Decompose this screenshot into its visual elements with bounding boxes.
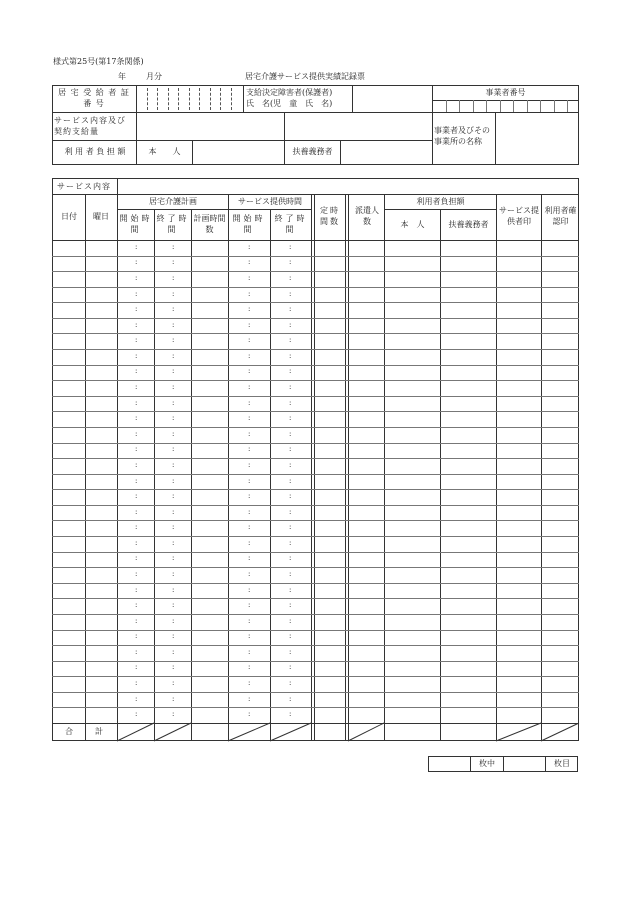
- actual-start-label: 開始時間: [232, 214, 266, 234]
- time-colon: :: [289, 258, 292, 267]
- time-colon: :: [248, 476, 251, 485]
- time-colon: :: [248, 320, 251, 329]
- time-colon: :: [172, 523, 175, 532]
- total-label: 合 計: [65, 726, 105, 736]
- time-colon: :: [289, 336, 292, 345]
- burden-header-label: 利用者負担額: [416, 196, 465, 206]
- form-title: 居宅介護サービス提供実績記録票: [245, 72, 365, 81]
- time-colon: :: [135, 258, 138, 267]
- time-colon: :: [289, 679, 292, 688]
- time-colon: :: [172, 647, 175, 656]
- time-colon: :: [289, 320, 292, 329]
- time-colon: :: [172, 663, 175, 672]
- time-colon: :: [135, 460, 138, 469]
- time-colon: :: [289, 601, 292, 610]
- time-colon: :: [248, 273, 251, 282]
- burden-supporter-label: 扶養義務者: [292, 147, 333, 157]
- time-colon: :: [289, 492, 292, 501]
- time-colon: :: [248, 367, 251, 376]
- provider-seal-label: サービス提供者印: [499, 206, 539, 226]
- time-colon: :: [135, 320, 138, 329]
- time-colon: :: [135, 289, 138, 298]
- time-colon: :: [135, 663, 138, 672]
- time-colon: :: [172, 336, 175, 345]
- time-colon: :: [135, 445, 138, 454]
- time-colon: :: [248, 492, 251, 501]
- time-colon: :: [248, 383, 251, 392]
- time-colon: :: [248, 710, 251, 719]
- plan-end-label: 終了時間: [156, 214, 190, 234]
- plan-label: 居宅介護計画: [149, 196, 197, 206]
- sheet-number-field[interactable]: [504, 757, 545, 771]
- burden-supporter-col-label: 扶養義務者: [448, 219, 489, 229]
- sheets-middle-label: 枚中: [479, 758, 495, 768]
- actual-end-label: 終了時間: [274, 214, 308, 234]
- time-colon: :: [289, 445, 292, 454]
- time-colon: :: [289, 523, 292, 532]
- time-colon: :: [248, 569, 251, 578]
- time-colon: :: [172, 476, 175, 485]
- time-colon: :: [172, 289, 175, 298]
- time-colon: :: [172, 320, 175, 329]
- time-colon: :: [172, 242, 175, 251]
- time-colon: :: [135, 632, 138, 641]
- time-colon: :: [172, 710, 175, 719]
- guardian-label-2: 氏 名(児 童 氏 名): [246, 99, 333, 108]
- time-colon: :: [135, 414, 138, 423]
- time-colon: :: [289, 351, 292, 360]
- time-colon: :: [135, 383, 138, 392]
- time-colon: :: [172, 554, 175, 563]
- burden-self-label: 本 人: [148, 147, 181, 157]
- month-label: 月分: [146, 72, 162, 81]
- time-colon: :: [172, 351, 175, 360]
- time-colon: :: [172, 632, 175, 641]
- time-colon: :: [172, 460, 175, 469]
- time-colon: :: [172, 429, 175, 438]
- time-colon: :: [248, 336, 251, 345]
- time-colon: :: [248, 398, 251, 407]
- time-colon: :: [289, 632, 292, 641]
- time-colon: :: [289, 460, 292, 469]
- time-colon: :: [289, 398, 292, 407]
- time-colon: :: [289, 538, 292, 547]
- time-colon: :: [172, 694, 175, 703]
- year-label: 年: [118, 72, 126, 81]
- time-colon: :: [289, 710, 292, 719]
- plan-hours-label: 計画時間数: [193, 214, 226, 234]
- time-colon: :: [248, 242, 251, 251]
- time-colon: :: [135, 507, 138, 516]
- time-colon: :: [289, 289, 292, 298]
- time-colon: :: [172, 601, 175, 610]
- time-colon: :: [135, 616, 138, 625]
- time-colon: :: [172, 679, 175, 688]
- time-colon: :: [289, 273, 292, 282]
- time-colon: :: [289, 367, 292, 376]
- dispatch-label: 派遣人数: [355, 206, 379, 226]
- time-colon: :: [172, 445, 175, 454]
- time-colon: :: [248, 258, 251, 267]
- time-colon: :: [289, 305, 292, 314]
- recipient-cert-label: 居 宅 受 給 者 証 番 号: [58, 88, 130, 108]
- time-colon: :: [135, 647, 138, 656]
- time-colon: :: [289, 694, 292, 703]
- time-colon: :: [248, 445, 251, 454]
- time-colon: :: [248, 694, 251, 703]
- time-colon: :: [135, 554, 138, 563]
- time-colon: :: [135, 429, 138, 438]
- time-colon: :: [135, 367, 138, 376]
- time-colon: :: [289, 507, 292, 516]
- sheet-number-label: 枚目: [554, 758, 570, 768]
- time-colon: :: [248, 601, 251, 610]
- time-colon: :: [135, 710, 138, 719]
- total-sheets-field[interactable]: [429, 757, 470, 771]
- time-colon: :: [248, 663, 251, 672]
- time-colon: :: [248, 414, 251, 423]
- time-colon: :: [248, 460, 251, 469]
- burden-label: 利 用 者 負 担 額: [64, 147, 126, 157]
- time-colon: :: [248, 538, 251, 547]
- time-colon: :: [135, 398, 138, 407]
- time-colon: :: [248, 507, 251, 516]
- time-colon: :: [135, 523, 138, 532]
- burden-self-col-label: 本 人: [400, 219, 425, 229]
- time-colon: :: [289, 616, 292, 625]
- time-colon: :: [172, 585, 175, 594]
- date-label: 日付: [61, 211, 77, 221]
- time-colon: :: [289, 647, 292, 656]
- time-colon: :: [289, 383, 292, 392]
- time-colon: :: [135, 679, 138, 688]
- time-colon: :: [172, 569, 175, 578]
- time-colon: :: [172, 507, 175, 516]
- time-colon: :: [289, 429, 292, 438]
- time-colon: :: [248, 289, 251, 298]
- fixed-hours-label: 定時間数: [320, 206, 340, 226]
- time-colon: :: [135, 569, 138, 578]
- form-number: 様式第25号(第17条関係): [53, 57, 144, 66]
- time-colon: :: [289, 242, 292, 251]
- plan-start-label: 開始時間: [119, 214, 153, 234]
- time-colon: :: [248, 647, 251, 656]
- time-colon: :: [289, 585, 292, 594]
- time-colon: :: [135, 242, 138, 251]
- time-colon: :: [248, 632, 251, 641]
- time-colon: :: [172, 258, 175, 267]
- time-colon: :: [135, 492, 138, 501]
- time-colon: :: [289, 554, 292, 563]
- time-colon: :: [135, 601, 138, 610]
- time-colon: :: [135, 336, 138, 345]
- time-colon: :: [135, 476, 138, 485]
- time-colon: :: [248, 554, 251, 563]
- time-colon: :: [289, 414, 292, 423]
- time-colon: :: [135, 538, 138, 547]
- time-colon: :: [172, 273, 175, 282]
- time-colon: :: [248, 429, 251, 438]
- time-colon: :: [172, 414, 175, 423]
- time-colon: :: [172, 616, 175, 625]
- time-colon: :: [172, 383, 175, 392]
- time-colon: :: [248, 585, 251, 594]
- time-colon: :: [248, 679, 251, 688]
- time-colon: :: [135, 585, 138, 594]
- time-colon: :: [172, 398, 175, 407]
- guardian-label-1: 支給決定障害者(保護者): [246, 88, 333, 97]
- time-colon: :: [172, 538, 175, 547]
- time-colon: :: [248, 351, 251, 360]
- user-confirm-label: 利用者確認印: [544, 206, 577, 226]
- business-name-label: 事業者及びその事業所の名称: [434, 126, 490, 146]
- time-colon: :: [135, 694, 138, 703]
- time-colon: :: [172, 492, 175, 501]
- time-colon: :: [248, 523, 251, 532]
- time-colon: :: [172, 367, 175, 376]
- time-colon: :: [135, 305, 138, 314]
- time-colon: :: [248, 305, 251, 314]
- actual-label: サービス提供時間: [238, 196, 302, 206]
- time-colon: :: [172, 305, 175, 314]
- time-colon: :: [289, 663, 292, 672]
- time-colon: :: [135, 351, 138, 360]
- time-colon: :: [248, 616, 251, 625]
- service-content-label: サービス内容: [57, 182, 111, 191]
- service-contract-label: サービス内容及び契約支給量: [54, 115, 126, 136]
- time-colon: :: [289, 569, 292, 578]
- time-colon: :: [289, 476, 292, 485]
- time-colon: :: [135, 273, 138, 282]
- weekday-label: 曜日: [93, 211, 109, 221]
- business-number-label: 事業者番号: [485, 87, 526, 97]
